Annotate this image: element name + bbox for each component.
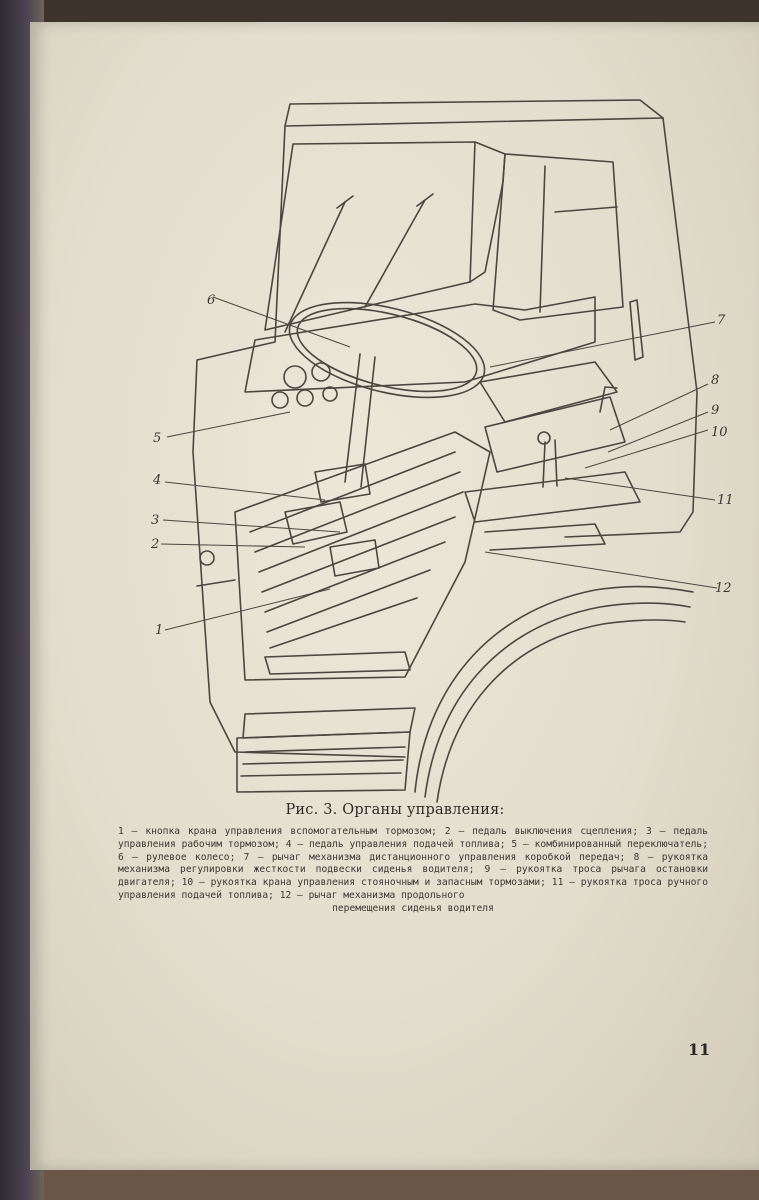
callout-10: 10 — [711, 425, 728, 440]
figure-caption-last-line: перемещения сиденья водителя — [332, 902, 494, 914]
callout-4: 4 — [153, 473, 162, 488]
figure-caption-text: 1 — кнопка крана управления вспомогательным тормозом; 2 — педаль выключения сцепления; 3 — педаль управления рабочим тормозом; 4 — педаль управления подачей топлива; 5 — комбинированный переключатель; 6 — рулевое колесо; 7 — рычаг механизма дистанционного управления коробкой передач; 8 — рукоятка механизма регулировки жесткости подвески сиденья водителя; 9 — рукоятка троса рычага остановки двигателя; 10 — рукоятка крана управления стояночным и запасным тормозами; 11 — рукоятка троса ручного управления подачей топлива; 12 — рычаг механизма продольного — [118, 826, 708, 901]
figure-caption-legend — [118, 826, 708, 916]
callout-2: 2 — [151, 537, 160, 552]
page-number: 11 — [688, 1040, 711, 1059]
book-page — [30, 22, 759, 1170]
callout-6: 6 — [207, 293, 216, 308]
callout-3: 3 — [151, 513, 160, 528]
callout-1: 1 — [155, 623, 164, 638]
callout-5: 5 — [153, 431, 162, 446]
figure-caption-title: Рис. 3. Органы управления: — [285, 802, 505, 818]
callout-12: 12 — [715, 581, 732, 596]
callout-7: 7 — [717, 313, 726, 328]
callout-9: 9 — [711, 403, 720, 418]
callout-8: 8 — [711, 373, 720, 388]
callout-11: 11 — [717, 493, 734, 508]
cab-controls-illustration — [125, 92, 745, 812]
cab-drawing — [125, 92, 745, 812]
